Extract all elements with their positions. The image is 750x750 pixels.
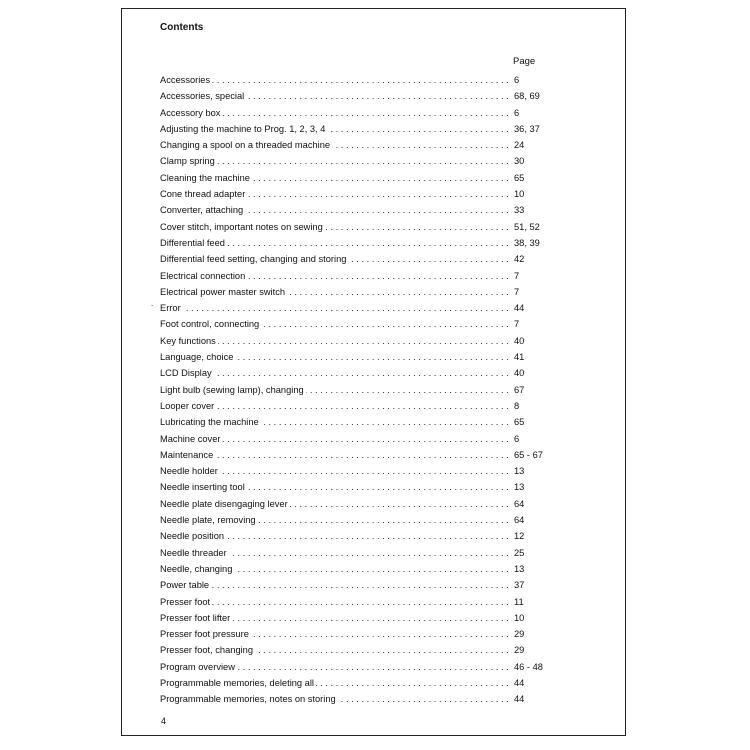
toc-entry	[160, 659, 543, 675]
toc-entry	[160, 577, 540, 593]
toc-entry-title: Electrical power master switch	[160, 286, 286, 297]
toc-entry	[160, 349, 540, 365]
toc-entry	[160, 88, 540, 104]
toc-entry-page: 38, 39	[513, 235, 540, 251]
toc-entry-title: Needle, changing	[160, 563, 233, 574]
toc-entry-page: 29	[513, 626, 524, 642]
toc-entry-title: Foot control, connecting	[160, 319, 260, 330]
toc-entry-page: 44	[513, 675, 524, 691]
toc-entry-title: Clamp spring	[160, 156, 215, 167]
toc-entry	[160, 463, 540, 479]
toc-entry-page: 29	[513, 642, 524, 658]
toc-entry	[160, 610, 540, 626]
toc-entry-title: Machine cover	[160, 433, 221, 444]
dot-leader	[160, 577, 512, 593]
toc-entry-title: Differential feed setting, changing and storing	[160, 254, 347, 265]
toc-entry-page: 7	[513, 316, 519, 332]
toc-entry-page: 12	[513, 528, 524, 544]
toc-entry-page: 65	[513, 414, 524, 430]
toc-entry	[160, 316, 540, 332]
toc-entry	[160, 561, 540, 577]
toc-entry	[160, 284, 540, 300]
toc-entry	[160, 642, 540, 658]
toc-entry-page: 41	[513, 349, 524, 365]
toc-entry-title: Needle plate disengaging lever	[160, 498, 288, 509]
toc-entry-page: 8	[513, 398, 519, 414]
toc-entry	[160, 235, 540, 251]
toc-entry	[160, 333, 540, 349]
toc-entry-title: Language, choice	[160, 352, 234, 363]
toc-entry	[160, 414, 540, 430]
toc-entry-page: 13	[513, 561, 524, 577]
toc-entry	[160, 691, 540, 707]
toc-entry-title: Key functions	[160, 335, 216, 346]
toc-entry	[160, 251, 540, 267]
toc-entry	[160, 496, 540, 512]
toc-entry-page: 11	[513, 594, 524, 610]
toc-entry-page: 68, 69	[513, 88, 540, 104]
toc-entry-title: Differential feed	[160, 237, 225, 248]
footer-page-number: 4	[161, 716, 167, 726]
toc-entry-page: 44	[513, 691, 524, 707]
page-column-label: Page	[513, 56, 536, 67]
toc-entry-page: 6	[513, 72, 519, 88]
toc-entry	[160, 365, 540, 381]
toc-entry	[160, 186, 540, 202]
toc-entry-title: Presser foot, changing	[160, 645, 254, 656]
toc-entry-title: Accessories, special	[160, 91, 245, 102]
toc-entry-title: Converter, attaching	[160, 205, 244, 216]
toc-entry-title: Light bulb (sewing lamp), changing	[160, 384, 304, 395]
toc-entry-page: 7	[513, 284, 519, 300]
toc-entry-page: 25	[513, 545, 524, 561]
toc-entry	[160, 431, 540, 447]
toc-entry-page: 33	[513, 202, 524, 218]
toc-entry	[160, 545, 540, 561]
toc-entry-page: 10	[513, 186, 524, 202]
toc-entry-title: Needle position	[160, 531, 225, 542]
toc-entry-page: 42	[513, 251, 524, 267]
toc-entry	[160, 170, 540, 186]
toc-entry	[160, 219, 540, 235]
toc-entry	[160, 121, 540, 137]
toc-entry-page: 51, 52	[513, 219, 540, 235]
toc-entry	[160, 72, 540, 88]
toc-entry	[160, 105, 540, 121]
toc-entry-title: Cone thread adapter	[160, 189, 246, 200]
toc-entry	[160, 447, 543, 463]
toc-entry-page: 24	[513, 137, 524, 153]
dot-leader	[160, 594, 512, 610]
toc-entry	[160, 153, 540, 169]
toc-entry-page: 6	[513, 105, 519, 121]
toc-entry-page: 64	[513, 512, 524, 528]
toc-entry-title: Program overview	[160, 661, 235, 672]
dot-leader	[160, 72, 512, 88]
toc-entry-title: LCD Display	[160, 368, 212, 379]
toc-entry-title: Adjusting the machine to Prog. 1, 2, 3, 4	[160, 123, 326, 134]
toc-entry-title: Presser foot lifter	[160, 612, 231, 623]
toc-entry-title: Presser foot	[160, 596, 211, 607]
toc-entry	[160, 382, 540, 398]
toc-entry	[160, 398, 540, 414]
toc-entry	[160, 626, 540, 642]
toc-entry-title: Power table	[160, 580, 210, 591]
toc-entry-page: 13	[513, 479, 524, 495]
toc-entry-page: 44	[513, 300, 524, 316]
table-of-contents	[160, 72, 543, 708]
toc-entry	[160, 268, 540, 284]
toc-entry-title: Accessories	[160, 75, 211, 85]
toc-entry-page: 64	[513, 496, 524, 512]
toc-entry-title: Maintenance	[160, 449, 214, 460]
toc-entry-page: 10	[513, 610, 524, 626]
toc-entry	[160, 528, 540, 544]
toc-entry	[160, 675, 540, 691]
toc-entry-page: 67	[513, 382, 524, 398]
toc-entry-title: Cleaning the machine	[160, 172, 250, 183]
toc-entry	[160, 202, 540, 218]
toc-entry-title: Electrical connection	[160, 270, 246, 281]
toc-entry-title: Accessory box	[160, 107, 221, 118]
toc-entry-page: 36, 37	[513, 121, 540, 137]
toc-entry-title: Programmable memories, deleting all	[160, 677, 314, 688]
dot-leader	[160, 300, 512, 316]
toc-entry-title: Lubricating the machine	[160, 417, 259, 428]
toc-entry-title: Changing a spool on a threaded machine	[160, 140, 331, 151]
toc-entry	[160, 594, 540, 610]
toc-entry-page: 46 - 48	[513, 659, 543, 675]
toc-entry-page: 37	[513, 577, 524, 593]
toc-entry	[160, 137, 540, 153]
toc-entry-title: Needle threader	[160, 547, 227, 558]
toc-entry-page: 65 - 67	[513, 447, 543, 463]
toc-entry-page: 6	[513, 431, 519, 447]
toc-entry-title: Error	[160, 303, 181, 314]
toc-entry-page: 40	[513, 333, 524, 349]
toc-entry-title: Needle holder	[160, 466, 218, 477]
toc-entry-page: 40	[513, 365, 524, 381]
toc-entry-page: 65	[513, 170, 524, 186]
toc-entry-title: Needle inserting tool	[160, 482, 245, 493]
toc-entry	[160, 300, 540, 316]
contents-heading: Contents	[160, 22, 204, 33]
toc-entry	[160, 479, 540, 495]
margin-mark: .	[151, 299, 154, 308]
toc-entry-page: 30	[513, 153, 524, 169]
toc-entry-page: 7	[513, 268, 519, 284]
toc-entry	[160, 512, 540, 528]
toc-entry-title: Needle plate, removing	[160, 515, 256, 526]
toc-entry-title: Presser foot pressure	[160, 629, 249, 640]
toc-entry-title: Cover stitch, important notes on sewing	[160, 221, 323, 232]
toc-entry-title: Programmable memories, notes on storing	[160, 694, 336, 705]
toc-entry-title: Looper cover	[160, 400, 215, 411]
toc-entry-page: 13	[513, 463, 524, 479]
